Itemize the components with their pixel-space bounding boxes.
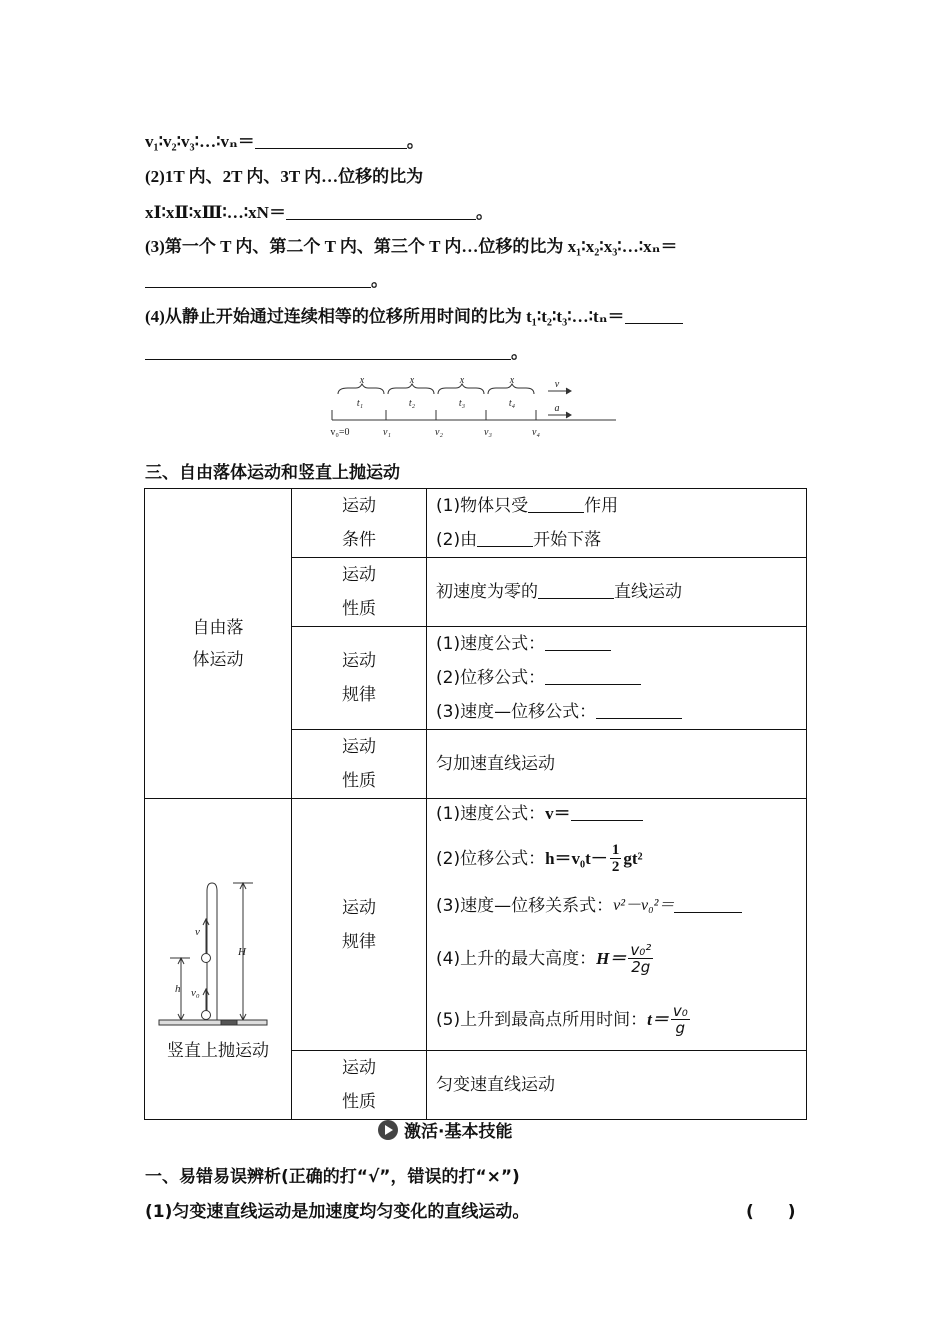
- v-label: v₂: [435, 427, 443, 438]
- vertical-throw-figure: [145, 859, 291, 1039]
- period: 。: [371, 271, 388, 290]
- header-cell: 运动 条件: [292, 489, 427, 558]
- displacement-ratio-text: xⅠ∶xⅡ∶xⅢ∶…∶xN＝: [145, 203, 286, 222]
- successive-displacement-answer: [145, 266, 388, 291]
- answer-blank[interactable]: [545, 636, 611, 651]
- answer-blank[interactable]: [255, 134, 407, 149]
- answer-blank[interactable]: [528, 498, 584, 513]
- answer-blank[interactable]: [571, 806, 643, 821]
- vertical-throw-label: 竖直上抛运动: [167, 1041, 269, 1061]
- answer-blank[interactable]: [145, 345, 511, 360]
- answer-blank[interactable]: [545, 670, 641, 685]
- x-label: x: [459, 375, 465, 386]
- content-cell: 匀变速直线运动: [427, 1051, 807, 1120]
- displacement-ratio-line: [145, 198, 493, 223]
- successive-displacement-line: (3)第一个 T 内、第二个 T 内、第三个 T 内…位移的比为 x₁∶x₂∶x₃∶…∶xₙ＝: [145, 237, 678, 256]
- table-row: [145, 799, 807, 1051]
- header-cell: 运动 性质: [292, 730, 427, 799]
- free-fall-label: 体运动: [192, 649, 244, 670]
- fraction: $\frac{\text{v₀}}{g}$: [672, 1002, 688, 1037]
- content-cell: (1)物体只受 作用 (2)由 开始下落: [427, 489, 807, 558]
- vertical-throw-label-cell: [145, 799, 292, 1120]
- arrow-a-label: a: [554, 403, 560, 414]
- answer-blank[interactable]: [145, 273, 371, 288]
- period: 。: [475, 203, 493, 222]
- content-cell: (1)速度公式：v＝ (2)位移公式： h＝v₀t－ $\frac{1}{2}$ gt² (3)速度—位移关系式： v²－v₀²＝ (4)上升的最大高度： H＝ $\frac{\text{v₀²}}{2g}$ (5)上升到最高点所用时间： t＝ $\frac{\text{v₀}}{g}$: [427, 799, 807, 1051]
- section3-title: 三、自由落体运动和竖直上抛运动: [145, 463, 400, 483]
- content-cell: 初速度为零的 直线运动: [427, 558, 807, 627]
- free-fall-label-cell: [145, 489, 292, 799]
- header-cell: 运动 规律: [292, 799, 427, 1051]
- period: 。: [511, 343, 528, 362]
- content-cell: 匀加速直线运动: [427, 730, 807, 799]
- fig-h-label: h: [175, 983, 181, 995]
- question-1: [145, 1197, 529, 1222]
- t-label: t₁: [356, 398, 364, 409]
- answer-blank[interactable]: [596, 704, 682, 719]
- v-label: v₁: [383, 427, 391, 438]
- table-row: [145, 489, 807, 558]
- play-icon: [378, 1120, 398, 1140]
- displacement-ratio-heading: (2)1T 内、2T 内、3T 内…位移的比为: [145, 167, 424, 186]
- fraction: $\frac{\text{v₀²}}{2g}$: [630, 941, 652, 976]
- velocity-ratio-text: v₁∶v₂∶v₃∶…∶vₙ＝: [145, 132, 255, 151]
- x-label: x: [359, 375, 365, 386]
- t-label: t₃: [458, 398, 466, 409]
- skills-section-title: 激活·基本技能: [404, 1122, 513, 1142]
- fig-H-label: H: [238, 946, 246, 958]
- ratio-velocity-line: [145, 127, 424, 152]
- v-label: v₄: [532, 427, 540, 438]
- answer-blank[interactable]: [674, 898, 742, 913]
- header-cell: 运动 性质: [292, 558, 427, 627]
- answer-blank[interactable]: [477, 532, 533, 547]
- time-ratio-line: [145, 302, 683, 327]
- header-cell: 运动 性质: [292, 1051, 427, 1120]
- content-cell: (1)速度公式： (2)位移公式： (3)速度—位移公式：: [427, 627, 807, 730]
- v-label: v₀=0: [330, 427, 350, 438]
- x-label: x: [409, 375, 415, 386]
- v-label: v₃: [484, 427, 492, 438]
- x-label: x: [509, 375, 515, 386]
- time-ratio-text: (4)从静止开始通过连续相等的位移所用时间的比为 t₁∶t₂∶t₃∶…∶tₙ＝: [145, 307, 625, 326]
- part1-title: 一、易错易误辨析(正确的打“√”，错误的打“×”): [145, 1167, 520, 1187]
- time-ratio-answer: [145, 338, 528, 363]
- skills-section-heading: [378, 1117, 512, 1142]
- free-fall-label: 自由落: [192, 617, 244, 638]
- period: 。: [406, 132, 424, 151]
- motion-diagram: [326, 372, 622, 442]
- fig-v-label: v: [195, 926, 200, 938]
- answer-blank[interactable]: [286, 205, 476, 220]
- t-label: t₄: [508, 398, 516, 409]
- fig-v0-label: v₀: [191, 987, 200, 999]
- arrow-v-label: v: [554, 379, 560, 390]
- fraction: $\frac{1}{2}$: [611, 842, 620, 875]
- header-cell: 运动 规律: [292, 627, 427, 730]
- answer-blank[interactable]: [538, 584, 614, 599]
- question-text: (1)匀变速直线运动是加速度均匀变化的直线运动。: [145, 1202, 530, 1222]
- answer-paren[interactable]: ( ): [746, 1202, 796, 1222]
- motion-table: [144, 488, 807, 1120]
- t-label: t₂: [408, 398, 416, 409]
- answer-blank[interactable]: [625, 309, 683, 324]
